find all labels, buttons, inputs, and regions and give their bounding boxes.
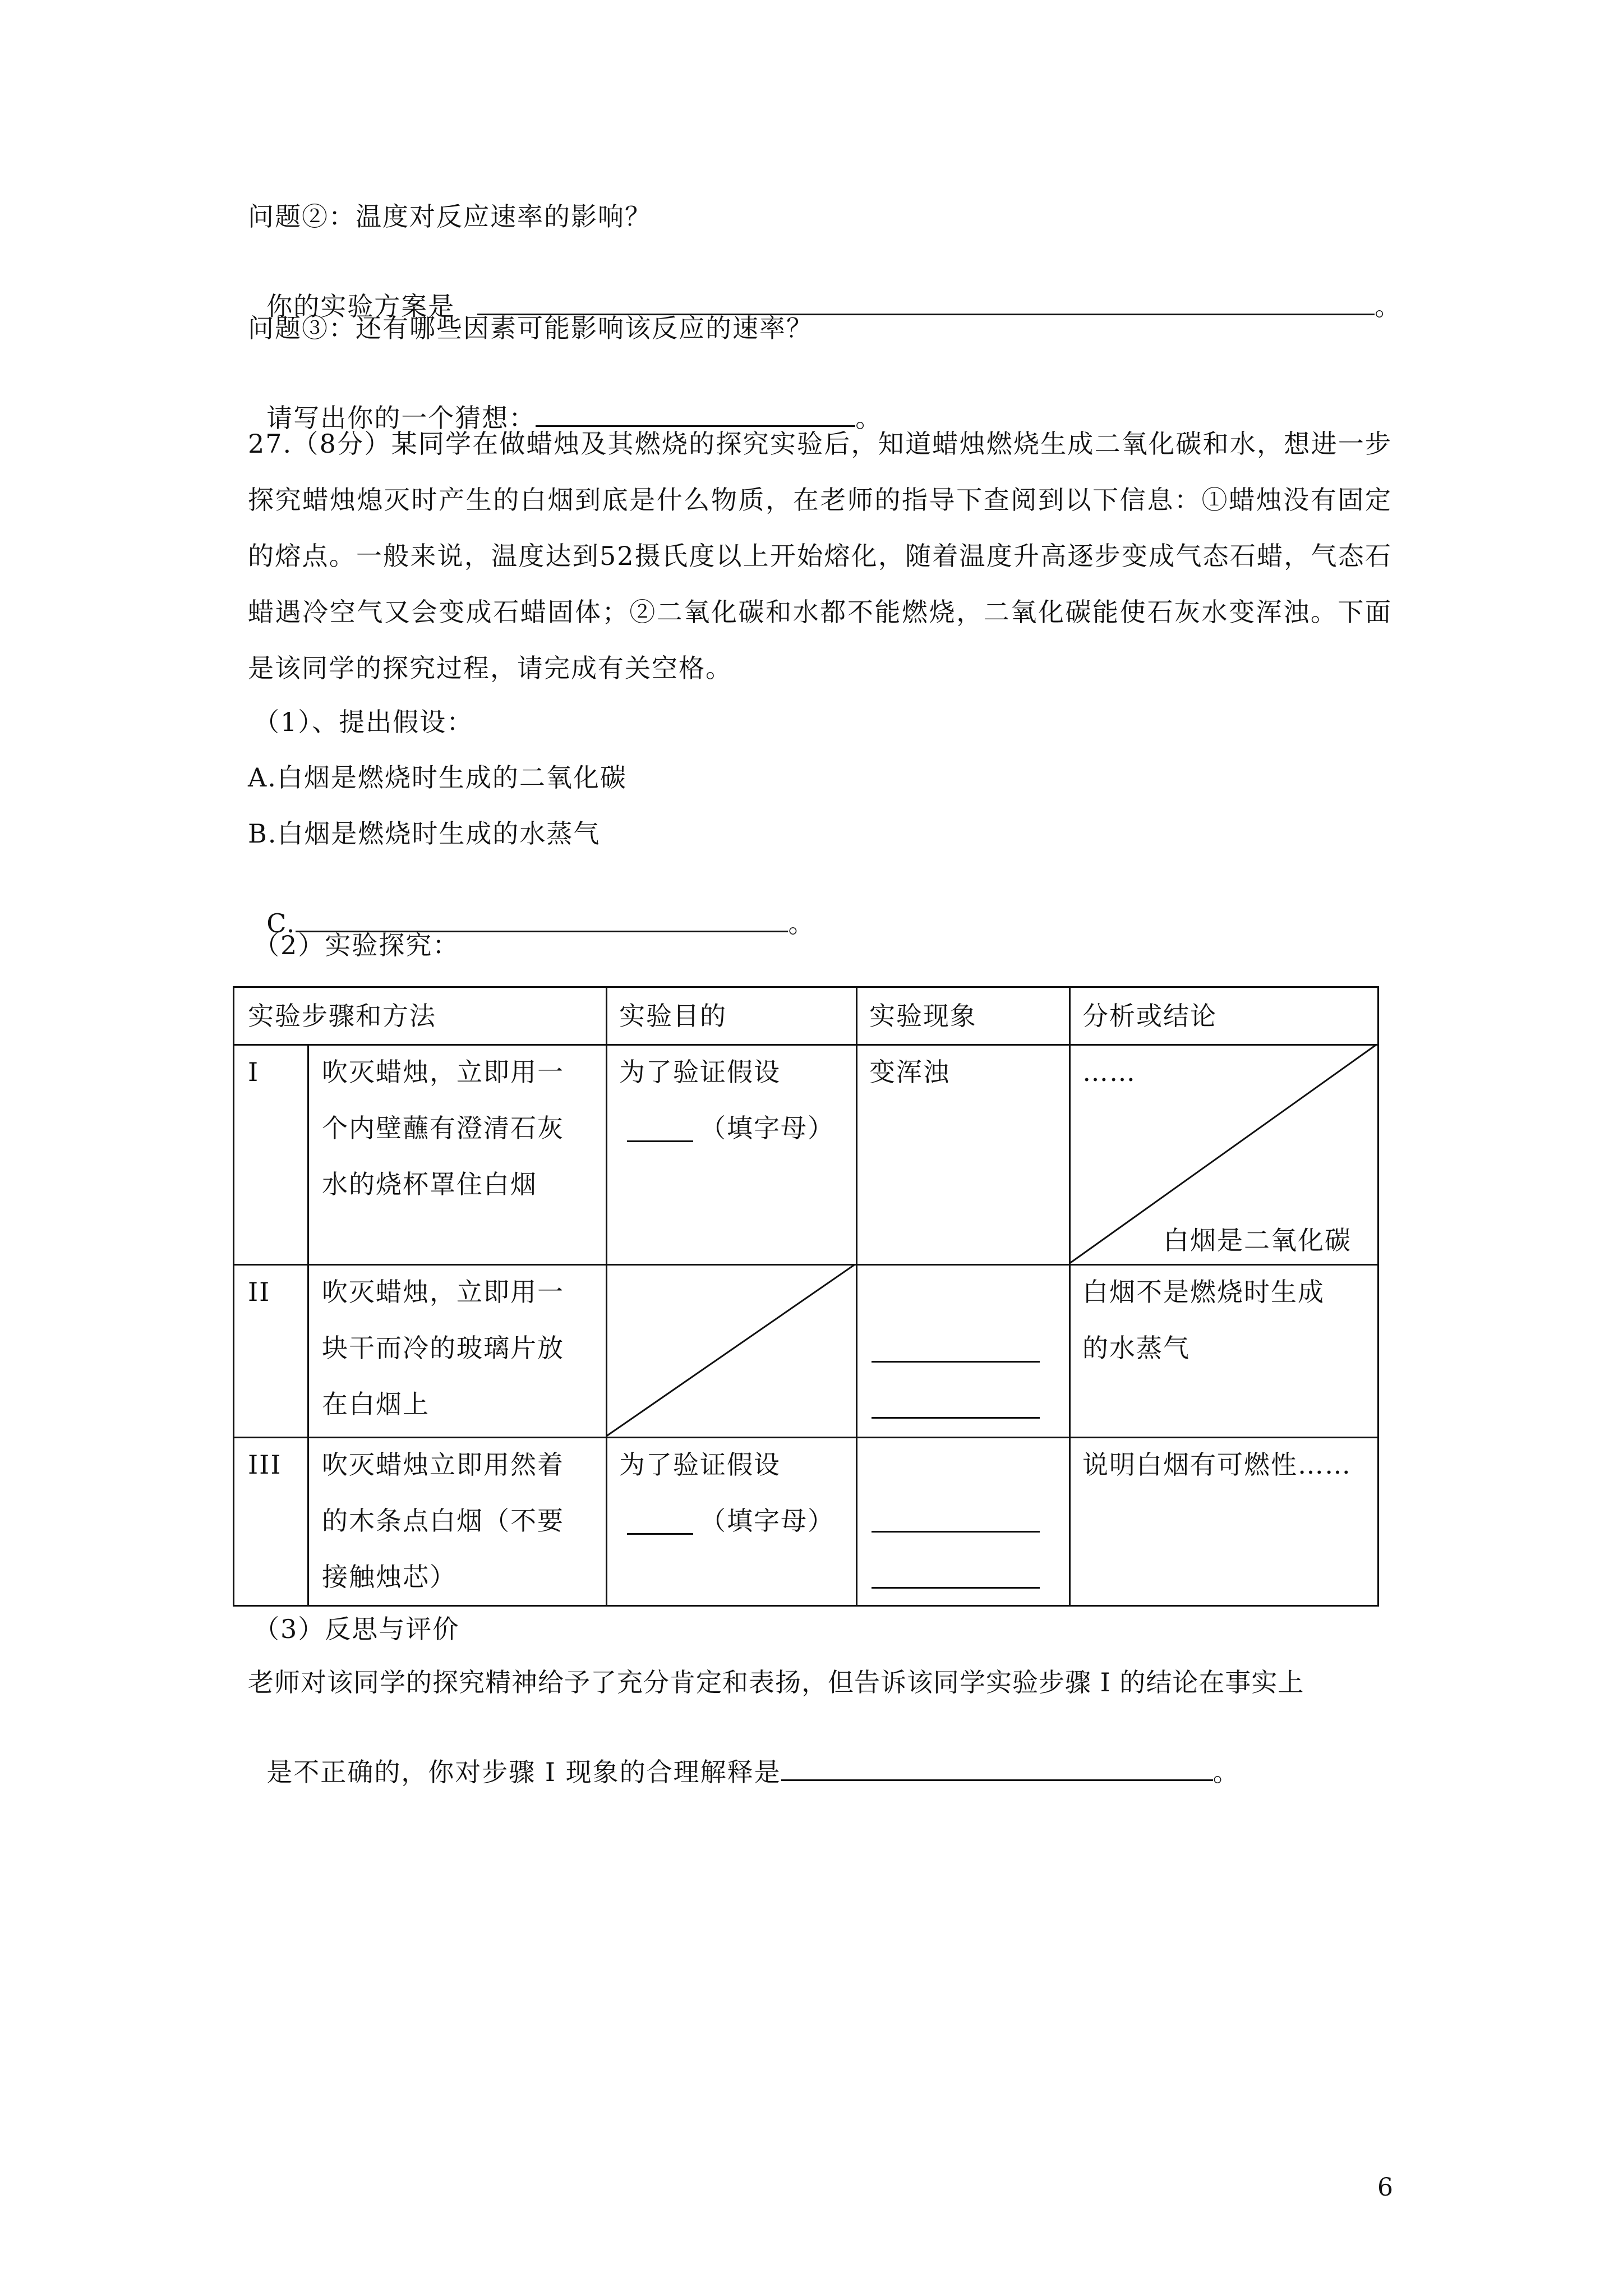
row3-method-line: 吹灭蜡烛立即用然着 — [322, 1450, 564, 1480]
row2-conclusion-line: 的水蒸气 — [1082, 1333, 1190, 1363]
part1-heading: （1）、提出假设： — [253, 707, 474, 737]
row1-conclusion-bottom: 白烟是二氧化碳 — [1163, 1225, 1352, 1255]
row1-purpose-blank[interactable] — [627, 1140, 693, 1142]
reflection-prefix: 是不正确的，你对步骤 I 现象的合理解释是 — [266, 1757, 781, 1787]
table-rule — [307, 1044, 309, 1605]
row3-purpose-blank[interactable] — [627, 1533, 693, 1535]
hypothesis-c-prefix: C. — [266, 908, 296, 938]
guess-suffix: 。 — [855, 403, 883, 433]
row1-purpose: 为了验证假设 — [619, 1057, 781, 1087]
header-conclusion: 分析或结论 — [1082, 1001, 1217, 1031]
row3-method-line: 接触烛芯） — [322, 1562, 457, 1592]
row3-num: III — [248, 1450, 282, 1480]
row1-purpose-hint: （填字母） — [700, 1113, 834, 1143]
q3-label: 问题③：还有哪些因素可能影响该反应的速率？ — [248, 313, 813, 343]
row3-purpose: 为了验证假设 — [619, 1450, 781, 1480]
hypothesis-a: A.白烟是燃烧时生成的二氧化碳 — [248, 762, 627, 793]
hypothesis-b: B.白烟是燃烧时生成的水蒸气 — [248, 818, 601, 849]
row1-method-line: 水的烧杯罩住白烟 — [322, 1169, 537, 1199]
row2-method-line: 吹灭蜡烛，立即用一 — [322, 1277, 564, 1307]
part2-heading: （2）实验探究： — [253, 930, 460, 960]
row3-phenomenon-blank[interactable] — [872, 1531, 1040, 1533]
q2-label: 问题②：温度对反应速率的影响？ — [248, 201, 652, 232]
row1-phenomenon: 变浑浊 — [869, 1057, 950, 1087]
row2-phenomenon-blank[interactable] — [872, 1417, 1040, 1419]
row1-method-line: 个内壁蘸有澄清石灰 — [322, 1113, 564, 1143]
row3-purpose-hint: （填字母） — [700, 1506, 834, 1536]
reflection-suffix: 。 — [1212, 1757, 1240, 1787]
row3-method-line: 的木条点白烟（不要 — [322, 1506, 564, 1536]
reflection-line1: 老师对该同学的探究精神给予了充分肯定和表扬，但告诉该同学实验步骤 I 的结论在事实上 — [248, 1667, 1304, 1697]
plan-prefix: 你的实验方案是 — [266, 291, 455, 321]
row1-conclusion-top: …… — [1082, 1057, 1136, 1087]
row2-phenomenon-blank[interactable] — [872, 1361, 1040, 1363]
reflection-answer-blank[interactable] — [781, 1755, 1213, 1781]
guess-prefix: 请写出你的一个猜想： — [266, 403, 536, 433]
q27-intro: 27.（8分）某同学在做蜡烛及其燃烧的探究实验后，知道蜡烛燃烧生成二氧化碳和水，想进一步探究蜡烛熄灭时产生的白烟到底是什么物质，在老师的指导下查阅到以下信息：①蜡烛没有固定的熔点。一般来说，温度达到52摄氏度以上开始熔化，随着温度升高逐步变成气态石蜡，气态石蜡遇冷空气又会变成石蜡固体；②二氧化碳和水都不能燃烧，二氧化碳能使石灰水变浑浊。下面是该同学的探究过程，请完成有关空格。 — [248, 429, 1392, 683]
row2-method-line: 在白烟上 — [322, 1389, 430, 1419]
header-purpose: 实验目的 — [619, 1001, 727, 1031]
row1-num: I — [248, 1057, 260, 1087]
row3-phenomenon-blank[interactable] — [872, 1587, 1040, 1589]
row2-conclusion-line: 白烟不是燃烧时生成 — [1082, 1277, 1325, 1307]
header-method: 实验步骤和方法 — [248, 1001, 436, 1031]
row1-method-line: 吹灭蜡烛，立即用一 — [322, 1057, 564, 1087]
row2-num: II — [248, 1277, 271, 1307]
experiment-table — [233, 986, 1379, 1607]
row3-conclusion: 说明白烟有可燃性…… — [1082, 1450, 1352, 1480]
header-phenomenon: 实验现象 — [869, 1001, 977, 1031]
page-number: 6 — [1377, 2173, 1393, 2202]
diagonal-strike-row2 — [606, 1264, 856, 1437]
part3-heading: （3）反思与评价 — [253, 1614, 460, 1644]
hypothesis-c-suffix: 。 — [788, 908, 815, 938]
row2-method-line: 块干而冷的玻璃片放 — [322, 1333, 564, 1363]
reflection-line2 — [248, 1721, 1240, 1789]
table-rule — [856, 988, 857, 1605]
plan-suffix: 。 — [1375, 291, 1402, 321]
